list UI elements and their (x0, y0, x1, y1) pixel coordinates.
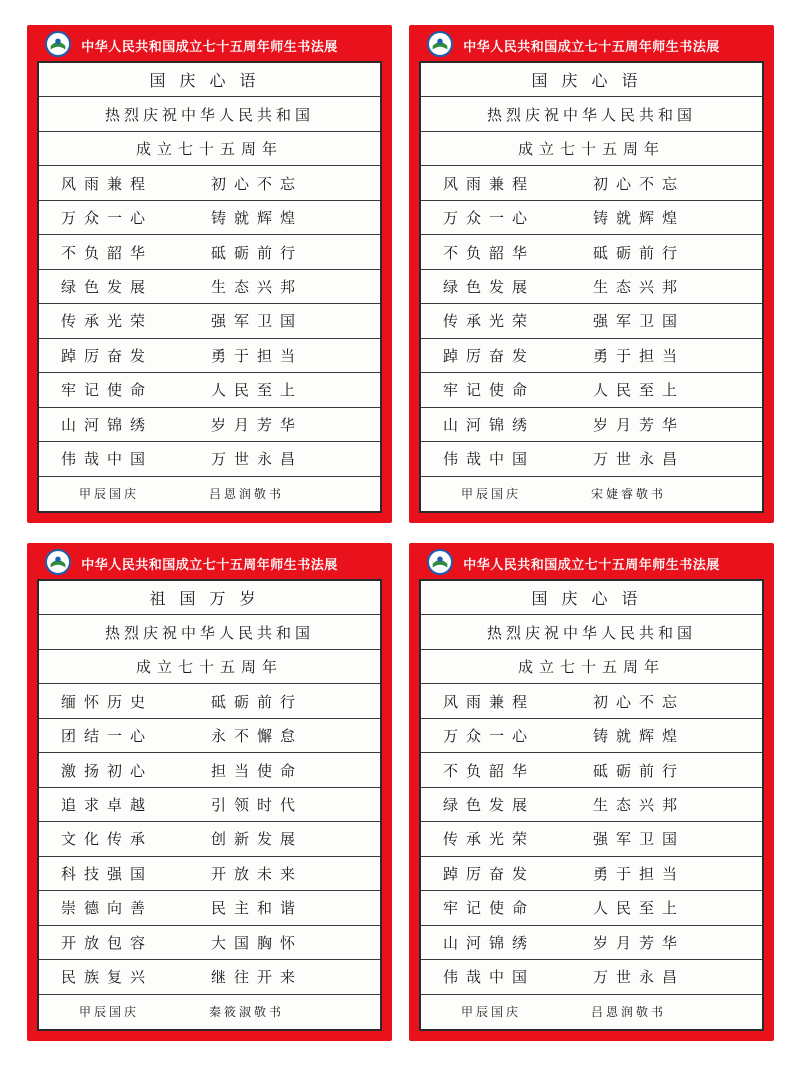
signature-date: 甲辰国庆 (461, 1005, 522, 1020)
couplet-left: 科技强国 (61, 864, 154, 883)
couplet-row (39, 442, 380, 476)
couplet-row (39, 857, 380, 891)
couplet-left: 万众一心 (61, 209, 154, 228)
sheet-title: 国庆心语 (531, 589, 652, 609)
couplet-row (39, 166, 380, 200)
couplet-row (39, 684, 380, 718)
couplet (39, 379, 380, 400)
line-row (421, 650, 762, 684)
couplet-left: 绿色发展 (61, 277, 154, 296)
couplet-right: 铸就辉煌 (211, 209, 304, 228)
couplet-row (39, 408, 380, 442)
couplet-left: 风雨兼程 (61, 174, 154, 193)
couplet (39, 760, 380, 781)
couplet-left: 传承光荣 (443, 830, 536, 849)
couplet-left: 风雨兼程 (443, 174, 536, 193)
exhibition-banner (27, 25, 392, 63)
couplet-row (421, 339, 762, 373)
couplet-right: 初心不忘 (593, 692, 686, 711)
couplet-row (421, 891, 762, 925)
couplet-row (39, 201, 380, 235)
couplet-left: 山河锦绣 (443, 933, 536, 952)
title-row (421, 581, 762, 615)
calligraphy-panel (409, 25, 774, 523)
couplet (421, 242, 762, 263)
couplet-right: 岁月芳华 (593, 415, 686, 434)
sheet-title: 国庆心语 (149, 71, 270, 91)
couplet-left: 踔厉奋发 (443, 864, 536, 883)
couplet-right: 引领时代 (211, 795, 304, 814)
calligraphy-panel (27, 543, 392, 1041)
celebration-line: 热烈庆祝中华人民共和国 (104, 105, 314, 124)
signature-name: 吕恩润敬书 (591, 1005, 667, 1020)
couplet-left: 牢记使命 (443, 899, 536, 918)
exhibition-banner (409, 543, 774, 581)
calligraphy-panel (409, 543, 774, 1041)
couplet-row (39, 235, 380, 269)
line-row (39, 97, 380, 131)
couplet (421, 897, 762, 918)
couplet-right: 人民至上 (593, 381, 686, 400)
couplet-row (421, 719, 762, 753)
couplet (421, 932, 762, 953)
couplet (39, 897, 380, 918)
signature-row (39, 477, 380, 511)
anniversary-line: 成立七十五周年 (135, 140, 283, 159)
couplet (421, 691, 762, 712)
couplet-row (421, 753, 762, 787)
couplet (39, 173, 380, 194)
couplet-right: 铸就辉煌 (593, 727, 686, 746)
couplet-row (39, 719, 380, 753)
couplet-row (421, 788, 762, 822)
couplet-left: 团结一心 (61, 727, 154, 746)
couplet-right: 生态兴邦 (593, 277, 686, 296)
couplet-row (39, 373, 380, 407)
couplet (39, 276, 380, 297)
couplet-left: 追求卓越 (61, 795, 154, 814)
couplet-right: 民主和谐 (211, 899, 304, 918)
signature-name: 宋婕睿敬书 (591, 487, 667, 502)
couplet-right: 强军卫国 (593, 312, 686, 331)
title-row (39, 581, 380, 615)
signature-date: 甲辰国庆 (79, 487, 140, 502)
couplet-left: 伟哉中国 (61, 450, 154, 469)
couplet-right: 勇于担当 (593, 346, 686, 365)
banner-title: 中华人民共和国成立七十五周年师生书法展 (463, 558, 720, 573)
banner-title: 中华人民共和国成立七十五周年师生书法展 (81, 558, 338, 573)
couplet-row (39, 926, 380, 960)
couplet (421, 760, 762, 781)
couplet (39, 794, 380, 815)
couplet (39, 242, 380, 263)
couplet-right: 继往开来 (211, 968, 304, 987)
couplet (421, 725, 762, 746)
couplet-right: 万世永昌 (593, 968, 686, 987)
couplet-right: 勇于担当 (211, 346, 304, 365)
couplet-left: 开放包容 (61, 933, 154, 952)
couplet (39, 448, 380, 469)
couplet-left: 绿色发展 (443, 277, 536, 296)
couplet-left: 传承光荣 (443, 312, 536, 331)
couplet-right: 岁月芳华 (593, 933, 686, 952)
calligraphy-sheet (419, 61, 764, 513)
celebration-line: 热烈庆祝中华人民共和国 (104, 623, 314, 642)
couplet-right: 初心不忘 (211, 174, 304, 193)
couplet-row (39, 304, 380, 338)
banner-title: 中华人民共和国成立七十五周年师生书法展 (463, 40, 720, 55)
couplet-left: 万众一心 (443, 209, 536, 228)
couplet (39, 828, 380, 849)
signature (421, 485, 762, 502)
couplet-left: 文化传承 (61, 830, 154, 849)
couplet (421, 448, 762, 469)
celebration-line: 热烈庆祝中华人民共和国 (486, 105, 696, 124)
couplet (421, 276, 762, 297)
couplet-row (39, 822, 380, 856)
couplet (421, 966, 762, 987)
signature (421, 1003, 762, 1020)
couplet-row (421, 926, 762, 960)
couplet-left: 崇德向善 (61, 899, 154, 918)
line-row (39, 132, 380, 166)
couplet-left: 万众一心 (443, 727, 536, 746)
couplet-right: 开放未来 (211, 864, 304, 883)
couplet-row (39, 960, 380, 994)
couplet-row (421, 235, 762, 269)
couplet-right: 强军卫国 (593, 830, 686, 849)
couplet (421, 207, 762, 228)
title-row (421, 63, 762, 97)
couplet-left: 风雨兼程 (443, 692, 536, 711)
couplet-right: 担当使命 (211, 761, 304, 780)
couplet-row (421, 857, 762, 891)
couplet-row (421, 442, 762, 476)
couplet (39, 691, 380, 712)
sheet-title: 国庆心语 (531, 71, 652, 91)
couplet-left: 踔厉奋发 (61, 346, 154, 365)
title-row (39, 63, 380, 97)
couplet-right: 生态兴邦 (211, 277, 304, 296)
signature (39, 1003, 380, 1020)
anniversary-line: 成立七十五周年 (517, 658, 665, 677)
couplet-right: 生态兴邦 (593, 795, 686, 814)
couplet-right: 创新发展 (211, 830, 304, 849)
couplet-row (39, 270, 380, 304)
exhibition-banner (27, 543, 392, 581)
signature-row (421, 995, 762, 1029)
couplet-row (421, 304, 762, 338)
anniversary-line: 成立七十五周年 (135, 658, 283, 677)
signature-name: 吕恩润敬书 (209, 487, 285, 502)
line-row (39, 650, 380, 684)
couplet-right: 铸就辉煌 (593, 209, 686, 228)
couplet-row (421, 960, 762, 994)
couplet-right: 初心不忘 (593, 174, 686, 193)
couplet-left: 山河锦绣 (443, 415, 536, 434)
couplet (39, 345, 380, 366)
couplet-left: 民族复兴 (61, 968, 154, 987)
couplet (39, 863, 380, 884)
signature-date: 甲辰国庆 (461, 487, 522, 502)
couplet-right: 强军卫国 (211, 312, 304, 331)
couplet-left: 牢记使命 (61, 381, 154, 400)
couplet (39, 207, 380, 228)
signature (39, 485, 380, 502)
couplet-left: 缅怀历史 (61, 692, 154, 711)
couplet-row (39, 753, 380, 787)
sheet-title: 祖国万岁 (149, 589, 270, 609)
line-row (421, 615, 762, 649)
couplet-left: 不负韶华 (443, 761, 536, 780)
couplet-row (421, 373, 762, 407)
couplet-left: 伟哉中国 (443, 968, 536, 987)
couplet (421, 794, 762, 815)
anniversary-line: 成立七十五周年 (517, 140, 665, 159)
couplet-right: 岁月芳华 (211, 415, 304, 434)
couplet-right: 永不懈怠 (211, 727, 304, 746)
couplet-row (39, 339, 380, 373)
couplet-right: 砥砺前行 (593, 761, 686, 780)
couplet-left: 绿色发展 (443, 795, 536, 814)
couplet (421, 414, 762, 435)
couplet-left: 传承光荣 (61, 312, 154, 331)
couplet-row (421, 201, 762, 235)
couplet (421, 310, 762, 331)
line-row (421, 97, 762, 131)
couplet (39, 310, 380, 331)
couplet-row (421, 166, 762, 200)
couplet (39, 932, 380, 953)
calligraphy-sheet (37, 579, 382, 1031)
signature-row (421, 477, 762, 511)
couplet-right: 勇于担当 (593, 864, 686, 883)
couplet (39, 966, 380, 987)
couplet-left: 踔厉奋发 (443, 346, 536, 365)
couplet-row (39, 891, 380, 925)
exhibition-banner (409, 25, 774, 63)
couplet (421, 863, 762, 884)
couplet-right: 砥砺前行 (593, 243, 686, 262)
couplet (421, 828, 762, 849)
couplet-row (421, 684, 762, 718)
couplet-row (421, 408, 762, 442)
couplet-right: 人民至上 (593, 899, 686, 918)
couplet-left: 牢记使命 (443, 381, 536, 400)
line-row (421, 132, 762, 166)
couplet-right: 万世永昌 (593, 450, 686, 469)
couplet-left: 伟哉中国 (443, 450, 536, 469)
signature-name: 秦筱淑敬书 (209, 1005, 285, 1020)
banner-title: 中华人民共和国成立七十五周年师生书法展 (81, 40, 338, 55)
couplet-left: 不负韶华 (61, 243, 154, 262)
couplet-left: 山河锦绣 (61, 415, 154, 434)
couplet-right: 万世永昌 (211, 450, 304, 469)
couplet-right: 人民至上 (211, 381, 304, 400)
couplet-right: 砥砺前行 (211, 243, 304, 262)
couplet-row (421, 270, 762, 304)
couplet-row (39, 788, 380, 822)
signature-date: 甲辰国庆 (79, 1005, 140, 1020)
couplet (421, 379, 762, 400)
couplet (39, 414, 380, 435)
signature-row (39, 995, 380, 1029)
calligraphy-panel (27, 25, 392, 523)
couplet-left: 不负韶华 (443, 243, 536, 262)
couplet (421, 173, 762, 194)
celebration-line: 热烈庆祝中华人民共和国 (486, 623, 696, 642)
couplet-left: 激扬初心 (61, 761, 154, 780)
calligraphy-sheet (37, 61, 382, 513)
couplet-right: 砥砺前行 (211, 692, 304, 711)
couplet-row (421, 822, 762, 856)
couplet-right: 大国胸怀 (211, 933, 304, 952)
line-row (39, 615, 380, 649)
couplet (421, 345, 762, 366)
calligraphy-sheet (419, 579, 764, 1031)
couplet (39, 725, 380, 746)
